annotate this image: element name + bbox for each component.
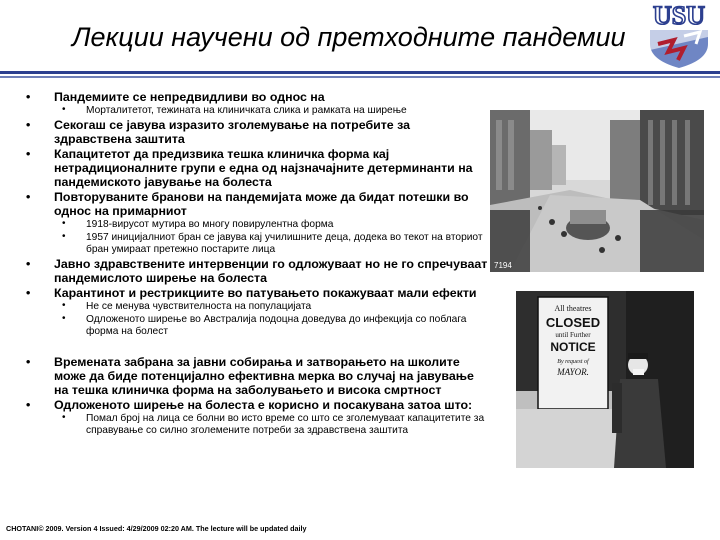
bullet-text: Времената забрана за јавни собирања и затворањето на школите може да биде потенцијално ефективна мерка во случај на јавување на тешка клиничка форма на заболувањето и висока смртност xyxy=(54,355,474,397)
bullet-marker: • xyxy=(26,257,31,271)
sub-bullet-marker: • xyxy=(62,300,66,311)
bullet-item xyxy=(26,257,488,285)
parade-photo xyxy=(490,110,704,272)
sub-bullet-item xyxy=(26,413,488,437)
bullet-item xyxy=(26,286,488,300)
footer-note: CHOTANI© 2009. Version 4 Issued: 4/29/2009 02:20 AM. The lecture will be updated daily xyxy=(6,524,307,533)
bullet-gap xyxy=(26,339,488,355)
bullet-marker: • xyxy=(26,90,31,104)
sub-bullet-marker: • xyxy=(62,412,66,423)
bullet-group-1 xyxy=(26,90,488,338)
bullet-text: Капацитетот да предизвика тешка клиничка форма кај нетрадиционалните групи е една од најзначајните детерминанти на пандемиското јавување на болеста xyxy=(54,147,473,189)
bullet-marker: • xyxy=(26,355,31,369)
title-rule-thick xyxy=(0,71,720,74)
bullet-item xyxy=(26,190,488,218)
sub-bullet-text: Помал број на лица се болни во исто време со што се зголемуваат капацитетите за справување со силно зголемените потреби за здравствена заштита xyxy=(86,413,485,436)
sub-bullet-item xyxy=(26,232,488,256)
sign-line-1: All theatres xyxy=(554,304,592,313)
university-logo xyxy=(644,0,714,70)
sign-line-5: By request of xyxy=(557,359,589,365)
bullet-list xyxy=(26,90,488,438)
sub-bullet-text: Не се менува чувствителноста на популацијата xyxy=(86,301,312,312)
sub-bullet-text: Одложеното ширење во Австралија подоцна доведува до инфекција со поблага форма на болест xyxy=(86,314,467,337)
parade-photo-caption: 7194 xyxy=(494,261,512,270)
bullet-marker: • xyxy=(26,118,31,132)
bullet-text: Јавно здравствените интервенции го одложуваат но не го спречуваат пандемислото ширење на болеста xyxy=(54,257,488,285)
bullet-text: Повторуваните бранови на пандемијата може да бидат потешки во однос на примарниот xyxy=(54,190,469,218)
logo-letters: USU xyxy=(652,1,706,30)
sub-bullet-text: Морталитетот, тежината на клиничката слика и рамката на ширење xyxy=(86,105,407,116)
bullet-text: Пандемиите се непредвидливи во однос на xyxy=(54,90,325,104)
sub-bullet-marker: • xyxy=(62,313,66,324)
bullet-marker: • xyxy=(26,398,31,412)
sign-line-3: until Further xyxy=(555,331,591,339)
sub-bullet-marker: • xyxy=(62,231,66,242)
sub-bullet-marker: • xyxy=(62,218,66,229)
sub-bullet-item xyxy=(26,314,488,338)
bullet-item xyxy=(26,147,488,189)
sign-line-4: NOTICE xyxy=(550,340,596,354)
sub-bullet-item xyxy=(26,219,488,231)
bullet-group-2 xyxy=(26,355,488,437)
sub-bullet-text: 1918-вирусот мутира во многу повирулентна форма xyxy=(86,219,334,230)
bullet-text: Карантинот и рестрикциите во патувањето покажуваат мали ефекти xyxy=(54,286,477,300)
sub-bullet-item xyxy=(26,105,488,117)
title-rule-thin xyxy=(0,76,720,78)
theatres-closed-photo xyxy=(516,291,694,468)
bullet-item xyxy=(26,355,488,397)
bullet-item xyxy=(26,90,488,104)
bullet-marker: • xyxy=(26,286,31,300)
bullet-text: Одложеното ширење на болеста е корисно и посакувана затоа што: xyxy=(54,398,473,412)
bullet-item xyxy=(26,118,488,146)
sub-bullet-item xyxy=(26,301,488,313)
sign-line-6: MAYOR. xyxy=(557,367,589,377)
bullet-item xyxy=(26,398,488,412)
sub-bullet-text: 1957 иницијалниот бран се јавува кај училишните деца, додека во текот на вториот бран умираат претежно постарите лица xyxy=(86,232,483,255)
bullet-marker: • xyxy=(26,147,31,161)
sign-line-2: CLOSED xyxy=(545,315,601,330)
slide-title: Лекции научени од претходните пандемии xyxy=(72,22,626,52)
bullet-text: Секогаш се јавува изразито зголемување на потребите за здравствена заштита xyxy=(54,118,411,146)
bullet-marker: • xyxy=(26,190,31,204)
sub-bullet-marker: • xyxy=(62,104,66,115)
